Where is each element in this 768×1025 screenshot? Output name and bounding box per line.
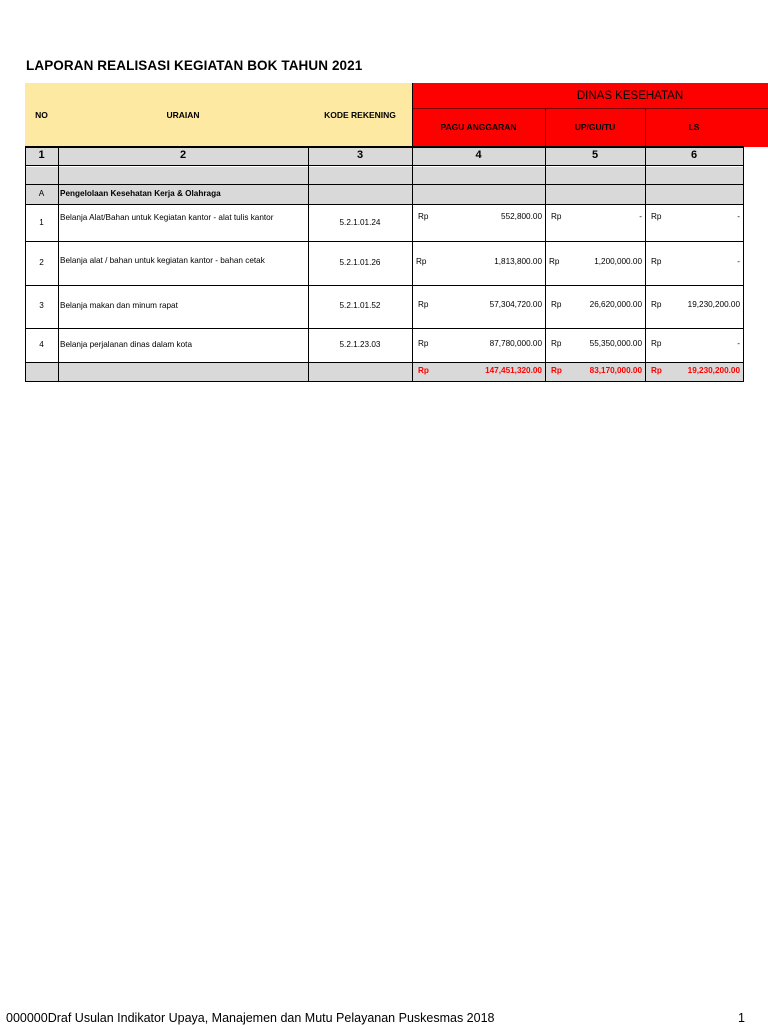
grid-line: [25, 204, 744, 205]
row-1-no: 1: [39, 217, 44, 227]
row-4-ls: [645, 328, 743, 362]
row-1-uraian: Belanja Alat/Bahan untuk Kegiatan kantor - alat tulis kantor: [60, 212, 274, 222]
row-2-up: [545, 241, 645, 285]
page-footer: 000000Draf Usulan Indikator Upaya, Manajemen dan Mutu Pelayanan Puskesmas 2018: [6, 1011, 495, 1025]
section-code: A: [38, 189, 45, 199]
header-ls: LS: [688, 122, 700, 133]
row-1-kode: 5.2.1.01.24: [339, 217, 381, 227]
row-4-pagu: [412, 328, 545, 362]
row-1-pagu-amount: 552,800.00: [501, 212, 542, 221]
grid-line: [25, 165, 744, 166]
section-title: Pengelolaan Kesehatan Kerja & Olahraga: [60, 189, 221, 199]
header-kode-rekening: KODE REKENING: [324, 109, 396, 120]
row-3-pagu: [412, 285, 545, 328]
column-number-3: 3: [356, 149, 364, 162]
grid-line: [545, 147, 546, 382]
header-group-dinas-kesehatan: DINAS KESEHATAN: [576, 89, 684, 102]
row-3-up-amount: 26,620,000.00: [589, 300, 642, 309]
row-3-kode: 5.2.1.01.52: [339, 301, 381, 311]
row-3-uraian: Belanja makan dan minum rapat: [60, 301, 178, 311]
grid-line: [25, 381, 744, 382]
row-2-up-amount: 1,200,000.00: [594, 257, 642, 266]
row-2-no: 2: [39, 257, 44, 267]
row-4-up-amount: 55,350,000.00: [589, 339, 642, 348]
total-up: [545, 362, 645, 381]
row-3-up-currency: Rp: [551, 300, 562, 309]
row-1-up-currency: Rp: [551, 212, 562, 221]
row-1-ls-amount: -: [737, 212, 740, 221]
row-2-ls-currency: Rp: [651, 257, 662, 266]
grid-line: [743, 147, 744, 382]
row-1-pagu: [412, 205, 545, 241]
column-number-1: 1: [38, 149, 45, 162]
row-4-kode: 5.2.1.23.03: [339, 339, 381, 349]
total-pagu-amount: 147,451,320.00: [485, 366, 542, 375]
column-number-6: 6: [690, 149, 698, 162]
row-3-ls-currency: Rp: [651, 300, 662, 309]
header-up-gu-tu: UP/GU/TU: [574, 122, 616, 133]
row-1-ls-currency: Rp: [651, 212, 662, 221]
grid-line: [25, 362, 744, 363]
header-divider: [412, 108, 768, 109]
total-pagu-currency: Rp: [418, 366, 429, 375]
row-4-uraian: Belanja perjalanan dinas dalam kota: [60, 339, 192, 349]
row-4-up: [545, 328, 645, 362]
grid-line: [25, 147, 26, 382]
header-uraian: URAIAN: [166, 109, 200, 120]
grid-line: [25, 241, 744, 242]
total-ls-amount: 19,230,200.00: [687, 366, 740, 375]
total-pagu: [412, 362, 545, 381]
page-number: 1: [738, 1011, 745, 1025]
column-number-4: 4: [475, 149, 482, 162]
row-4-pagu-currency: Rp: [418, 339, 429, 348]
row-3-ls: [645, 285, 743, 328]
row-2-pagu: [412, 241, 545, 285]
header-no: NO: [35, 109, 48, 120]
row-2-pagu-currency: Rp: [416, 257, 427, 266]
row-2-ls: [645, 241, 743, 285]
row-2-ls-amount: -: [737, 257, 740, 266]
row-1-pagu-currency: Rp: [418, 212, 429, 221]
grid-line: [25, 285, 744, 286]
row-3-up: [545, 285, 645, 328]
row-1-up: [545, 205, 645, 241]
row-2-pagu-amount: 1,813,800.00: [494, 257, 542, 266]
total-ls-currency: Rp: [651, 366, 662, 375]
grid-line: [58, 147, 59, 382]
row-1-up-amount: -: [639, 212, 642, 221]
total-ls: [645, 362, 743, 381]
row-2-up-currency: Rp: [549, 257, 560, 266]
grid-line: [25, 184, 744, 185]
row-3-no: 3: [39, 301, 44, 311]
grid-line: [25, 328, 744, 329]
grid-line: [308, 147, 309, 382]
row-4-up-currency: Rp: [551, 339, 562, 348]
grid-line: [412, 83, 413, 382]
row-4-no: 4: [39, 339, 44, 349]
row-4-ls-amount: -: [737, 339, 740, 348]
row-2-uraian: Belanja alat / bahan untuk kegiatan kantor - bahan cetak: [60, 255, 265, 265]
row-4-pagu-amount: 87,780,000.00: [489, 339, 542, 348]
row-3-pagu-currency: Rp: [418, 300, 429, 309]
total-up-amount: 83,170,000.00: [589, 366, 642, 375]
grid-line: [645, 147, 646, 382]
empty-row: [25, 167, 743, 184]
header-pagu-anggaran: PAGU ANGGARAN: [440, 122, 517, 133]
total-up-currency: Rp: [551, 366, 562, 375]
row-1-ls: [645, 205, 743, 241]
report-title: LAPORAN REALISASI KEGIATAN BOK TAHUN 2021: [26, 58, 363, 73]
column-number-5: 5: [591, 149, 599, 162]
row-2-kode: 5.2.1.01.26: [339, 257, 381, 267]
row-3-pagu-amount: 57,304,720.00: [489, 300, 542, 309]
row-4-ls-currency: Rp: [651, 339, 662, 348]
column-number-2: 2: [179, 149, 187, 162]
row-3-ls-amount: 19,230,200.00: [687, 300, 740, 309]
grid-line: [25, 146, 744, 148]
